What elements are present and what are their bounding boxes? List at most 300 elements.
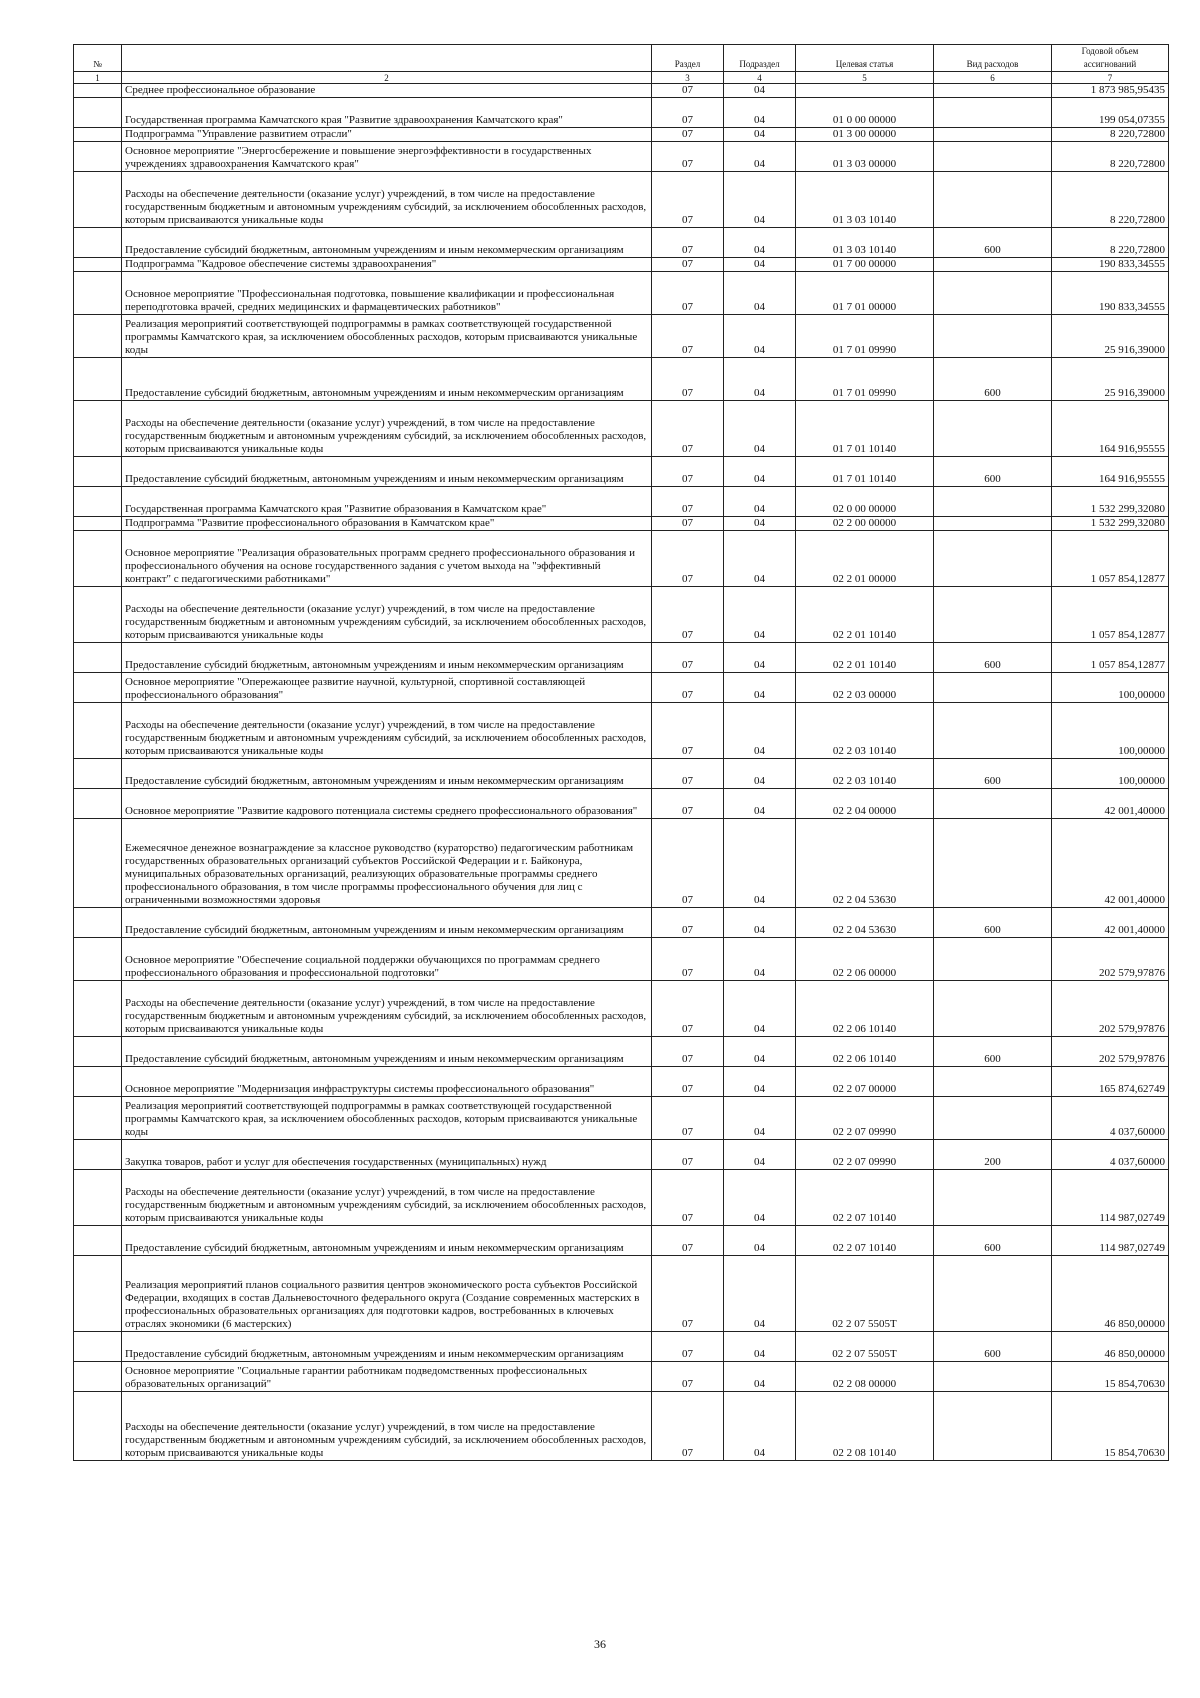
row-amount-cell: 1 057 854,12877 <box>1052 587 1169 643</box>
row-section-cell: 07 <box>652 673 724 703</box>
row-target-cell: 02 2 07 5505Т <box>796 1256 934 1332</box>
table-row <box>74 172 1169 228</box>
page-number: 36 <box>594 1637 606 1651</box>
row-target-cell: 01 7 01 09990 <box>796 315 934 358</box>
row-amount-cell: 165 874,62749 <box>1052 1067 1169 1097</box>
row-expense-type-cell: 600 <box>934 358 1052 401</box>
row-subsection-cell: 04 <box>724 1140 796 1170</box>
row-target-cell: 02 2 01 10140 <box>796 587 934 643</box>
row-expense-type-cell <box>934 819 1052 908</box>
row-subsection-cell: 04 <box>724 789 796 819</box>
row-amount-cell: 1 532 299,32080 <box>1052 487 1169 517</box>
table-row <box>74 1097 1169 1140</box>
row-target-cell: 01 7 01 09990 <box>796 358 934 401</box>
row-expense-type-cell <box>934 172 1052 228</box>
table-row <box>74 258 1169 272</box>
row-expense-type-cell <box>934 938 1052 981</box>
table-row <box>74 703 1169 759</box>
index-cell: 4 <box>724 72 796 84</box>
table-row <box>74 1392 1169 1461</box>
row-expense-type-cell <box>934 531 1052 587</box>
row-no-cell <box>74 272 122 315</box>
row-target-cell: 02 2 03 10140 <box>796 759 934 789</box>
row-amount-cell: 1 532 299,32080 <box>1052 517 1169 531</box>
row-target-cell: 02 2 01 10140 <box>796 643 934 673</box>
row-expense-type-cell <box>934 981 1052 1037</box>
row-name-cell: Среднее профессиональное образование <box>122 84 652 98</box>
row-target-cell: 02 2 07 10140 <box>796 1170 934 1226</box>
row-expense-type-cell: 600 <box>934 1332 1052 1362</box>
row-name-cell: Основное мероприятие "Энергосбережение и повышение энергоэффективности в государственных учреждениях здравоохранения Камчатского края" <box>122 142 652 172</box>
row-no-cell <box>74 142 122 172</box>
column-index-row <box>74 72 1169 84</box>
row-name-cell: Основное мероприятие "Обеспечение социальной поддержки обучающихся по программам среднего профессионального образования и профессиональной подготовки" <box>122 938 652 981</box>
table-row <box>74 128 1169 142</box>
row-target-cell: 01 3 03 10140 <box>796 228 934 258</box>
row-amount-cell: 42 001,40000 <box>1052 789 1169 819</box>
row-expense-type-cell <box>934 258 1052 272</box>
row-amount-cell: 1 873 985,95435 <box>1052 84 1169 98</box>
row-amount-cell: 190 833,34555 <box>1052 272 1169 315</box>
row-expense-type-cell <box>934 272 1052 315</box>
row-no-cell <box>74 1097 122 1140</box>
row-name-cell: Подпрограмма "Развитие профессионального образования в Камчатском крае" <box>122 517 652 531</box>
table-row <box>74 272 1169 315</box>
row-section-cell: 07 <box>652 315 724 358</box>
row-no-cell <box>74 1170 122 1226</box>
row-no-cell <box>74 938 122 981</box>
row-subsection-cell: 04 <box>724 228 796 258</box>
row-section-cell: 07 <box>652 98 724 128</box>
row-name-cell: Расходы на обеспечение деятельности (оказание услуг) учреждений, в том числе на предоставление государственным бюджетным и автономным учреждениям субсидий, за исключением обособленных расходов, которым присваиваются уникальные коды <box>122 981 652 1037</box>
row-expense-type-cell: 600 <box>934 228 1052 258</box>
row-expense-type-cell <box>934 1362 1052 1392</box>
row-subsection-cell: 04 <box>724 1170 796 1226</box>
row-no-cell <box>74 401 122 457</box>
row-amount-cell: 42 001,40000 <box>1052 908 1169 938</box>
row-expense-type-cell: 600 <box>934 1037 1052 1067</box>
row-expense-type-cell <box>934 1256 1052 1332</box>
row-section-cell: 07 <box>652 1226 724 1256</box>
row-target-cell: 01 3 03 00000 <box>796 142 934 172</box>
index-cell: 5 <box>796 72 934 84</box>
row-amount-cell: 190 833,34555 <box>1052 258 1169 272</box>
row-section-cell: 07 <box>652 401 724 457</box>
row-amount-cell: 100,00000 <box>1052 703 1169 759</box>
row-section-cell: 07 <box>652 487 724 517</box>
row-name-cell: Основное мероприятие "Опережающее развитие научной, культурной, спортивной составляющей профессионального образования" <box>122 673 652 703</box>
row-subsection-cell: 04 <box>724 587 796 643</box>
row-name-cell: Основное мероприятие "Реализация образовательных программ среднего профессионального образования и профессионального обучения на основе государственного задания с учетом выхода на "эффективный контракт" с педагогическими работниками" <box>122 531 652 587</box>
row-name-cell: Основное мероприятие "Модернизация инфраструктуры системы профессионального образования" <box>122 1067 652 1097</box>
row-no-cell <box>74 98 122 128</box>
header-name <box>122 45 652 72</box>
row-no-cell <box>74 531 122 587</box>
row-subsection-cell: 04 <box>724 258 796 272</box>
row-no-cell <box>74 819 122 908</box>
row-expense-type-cell <box>934 703 1052 759</box>
row-no-cell <box>74 981 122 1037</box>
row-no-cell <box>74 228 122 258</box>
row-name-cell: Предоставление субсидий бюджетным, автономным учреждениям и иным некоммерческим организациям <box>122 1332 652 1362</box>
row-target-cell: 02 2 00 00000 <box>796 517 934 531</box>
row-subsection-cell: 04 <box>724 272 796 315</box>
row-no-cell <box>74 358 122 401</box>
table-row <box>74 1332 1169 1362</box>
row-expense-type-cell <box>934 1097 1052 1140</box>
row-section-cell: 07 <box>652 819 724 908</box>
row-no-cell <box>74 587 122 643</box>
table-row <box>74 487 1169 517</box>
row-section-cell: 07 <box>652 228 724 258</box>
row-subsection-cell: 04 <box>724 172 796 228</box>
row-section-cell: 07 <box>652 358 724 401</box>
row-expense-type-cell <box>934 1392 1052 1461</box>
table-row <box>74 98 1169 128</box>
table-row <box>74 228 1169 258</box>
row-name-cell: Государственная программа Камчатского края "Развитие здравоохранения Камчатского края" <box>122 98 652 128</box>
row-expense-type-cell <box>934 401 1052 457</box>
table-row <box>74 1226 1169 1256</box>
table-row <box>74 315 1169 358</box>
row-amount-cell: 1 057 854,12877 <box>1052 643 1169 673</box>
row-amount-cell: 8 220,72800 <box>1052 228 1169 258</box>
row-subsection-cell: 04 <box>724 1392 796 1461</box>
row-section-cell: 07 <box>652 643 724 673</box>
row-amount-cell: 202 579,97876 <box>1052 1037 1169 1067</box>
row-target-cell: 02 2 04 53630 <box>796 908 934 938</box>
row-amount-cell: 15 854,70630 <box>1052 1362 1169 1392</box>
row-subsection-cell: 04 <box>724 517 796 531</box>
table-row <box>74 1037 1169 1067</box>
row-name-cell: Предоставление субсидий бюджетным, автономным учреждениям и иным некоммерческим организациям <box>122 643 652 673</box>
row-no-cell <box>74 84 122 98</box>
row-no-cell <box>74 1256 122 1332</box>
row-subsection-cell: 04 <box>724 401 796 457</box>
row-section-cell: 07 <box>652 531 724 587</box>
row-target-cell: 01 7 01 00000 <box>796 272 934 315</box>
row-amount-cell: 100,00000 <box>1052 673 1169 703</box>
row-name-cell: Предоставление субсидий бюджетным, автономным учреждениям и иным некоммерческим организациям <box>122 457 652 487</box>
row-amount-cell: 4 037,60000 <box>1052 1140 1169 1170</box>
row-section-cell: 07 <box>652 172 724 228</box>
index-cell: 7 <box>1052 72 1169 84</box>
row-name-cell: Ежемесячное денежное вознаграждение за классное руководство (кураторство) педагогическим работникам государственных образовательных организаций субъектов Российской Федерации и г. Байконура, муниципальных образовательных организаций, реализующих образовательные программы среднего профессионального образования, в том числе программы профессионального обучения для лиц с ограниченными возможностями здоровья <box>122 819 652 908</box>
row-target-cell: 02 2 06 10140 <box>796 1037 934 1067</box>
row-name-cell: Государственная программа Камчатского края "Развитие образования в Камчатском крае" <box>122 487 652 517</box>
row-section-cell: 07 <box>652 1037 724 1067</box>
row-amount-cell: 164 916,95555 <box>1052 457 1169 487</box>
row-target-cell: 02 2 08 10140 <box>796 1392 934 1461</box>
row-expense-type-cell <box>934 673 1052 703</box>
table-row <box>74 1140 1169 1170</box>
table-row <box>74 759 1169 789</box>
table-row <box>74 517 1169 531</box>
row-subsection-cell: 04 <box>724 142 796 172</box>
row-name-cell: Расходы на обеспечение деятельности (оказание услуг) учреждений, в том числе на предоставление государственным бюджетным и автономным учреждениям субсидий, за исключением обособленных расходов, которым присваиваются уникальные коды <box>122 587 652 643</box>
row-no-cell <box>74 759 122 789</box>
row-subsection-cell: 04 <box>724 1037 796 1067</box>
row-section-cell: 07 <box>652 938 724 981</box>
index-cell: 2 <box>122 72 652 84</box>
row-subsection-cell: 04 <box>724 487 796 517</box>
row-no-cell <box>74 315 122 358</box>
row-name-cell: Предоставление субсидий бюджетным, автономным учреждениям и иным некоммерческим организациям <box>122 228 652 258</box>
row-name-cell: Основное мероприятие "Профессиональная подготовка, повышение квалификации и профессиональная переподготовка врачей, средних медицинских и фармацевтических работников" <box>122 272 652 315</box>
row-expense-type-cell <box>934 517 1052 531</box>
row-section-cell: 07 <box>652 84 724 98</box>
row-amount-cell: 46 850,00000 <box>1052 1256 1169 1332</box>
row-section-cell: 07 <box>652 1256 724 1332</box>
row-expense-type-cell <box>934 487 1052 517</box>
table-body <box>74 84 1169 1461</box>
row-name-cell: Реализация мероприятий соответствующей подпрограммы в рамках соответствующей государственной программы Камчатского края, за исключением обособленных расходов, которым присваиваются уникальные коды <box>122 315 652 358</box>
row-amount-cell: 25 916,39000 <box>1052 358 1169 401</box>
table-row <box>74 531 1169 587</box>
header-section: Раздел <box>652 45 724 72</box>
row-no-cell <box>74 1362 122 1392</box>
table-row <box>74 673 1169 703</box>
row-no-cell <box>74 1226 122 1256</box>
row-expense-type-cell: 600 <box>934 457 1052 487</box>
row-name-cell: Расходы на обеспечение деятельности (оказание услуг) учреждений, в том числе на предоставление государственным бюджетным и автономным учреждениям субсидий, за исключением обособленных расходов, которым присваиваются уникальные коды <box>122 703 652 759</box>
row-amount-cell: 114 987,02749 <box>1052 1170 1169 1226</box>
row-no-cell <box>74 673 122 703</box>
row-amount-cell: 4 037,60000 <box>1052 1097 1169 1140</box>
row-target-cell: 02 2 07 00000 <box>796 1067 934 1097</box>
row-section-cell: 07 <box>652 703 724 759</box>
row-no-cell <box>74 1332 122 1362</box>
row-target-cell: 02 2 06 00000 <box>796 938 934 981</box>
row-subsection-cell: 04 <box>724 1332 796 1362</box>
row-no-cell <box>74 789 122 819</box>
row-target-cell: 01 7 01 10140 <box>796 401 934 457</box>
row-name-cell: Реализация мероприятий соответствующей подпрограммы в рамках соответствующей государственной программы Камчатского края, за исключением обособленных расходов, которым присваиваются уникальные коды <box>122 1097 652 1140</box>
row-section-cell: 07 <box>652 1332 724 1362</box>
table-row <box>74 142 1169 172</box>
row-expense-type-cell <box>934 789 1052 819</box>
row-expense-type-cell <box>934 142 1052 172</box>
header-no: № <box>74 45 122 72</box>
row-no-cell <box>74 1140 122 1170</box>
row-target-cell: 02 2 07 5505Т <box>796 1332 934 1362</box>
row-amount-cell: 8 220,72800 <box>1052 142 1169 172</box>
table-row <box>74 1362 1169 1392</box>
row-target-cell: 01 7 00 00000 <box>796 258 934 272</box>
row-amount-cell: 202 579,97876 <box>1052 938 1169 981</box>
row-amount-cell: 114 987,02749 <box>1052 1226 1169 1256</box>
row-section-cell: 07 <box>652 1067 724 1097</box>
row-amount-cell: 25 916,39000 <box>1052 315 1169 358</box>
row-target-cell: 02 2 01 00000 <box>796 531 934 587</box>
header-expense-type: Вид расходов <box>934 45 1052 72</box>
row-no-cell <box>74 1067 122 1097</box>
row-amount-cell: 202 579,97876 <box>1052 981 1169 1037</box>
row-expense-type-cell <box>934 98 1052 128</box>
row-subsection-cell: 04 <box>724 531 796 587</box>
row-section-cell: 07 <box>652 759 724 789</box>
row-target-cell: 02 2 06 10140 <box>796 981 934 1037</box>
row-name-cell: Расходы на обеспечение деятельности (оказание услуг) учреждений, в том числе на предоставление государственным бюджетным и автономным учреждениям субсидий, за исключением обособленных расходов, которым присваиваются уникальные коды <box>122 401 652 457</box>
row-expense-type-cell <box>934 1170 1052 1226</box>
row-expense-type-cell: 600 <box>934 908 1052 938</box>
row-expense-type-cell: 600 <box>934 643 1052 673</box>
table-row <box>74 401 1169 457</box>
row-section-cell: 07 <box>652 1097 724 1140</box>
table-row <box>74 1170 1169 1226</box>
row-amount-cell: 164 916,95555 <box>1052 401 1169 457</box>
row-expense-type-cell <box>934 587 1052 643</box>
row-section-cell: 07 <box>652 587 724 643</box>
row-expense-type-cell <box>934 84 1052 98</box>
row-section-cell: 07 <box>652 1140 724 1170</box>
row-no-cell <box>74 457 122 487</box>
row-section-cell: 07 <box>652 789 724 819</box>
row-target-cell: 02 2 07 10140 <box>796 1226 934 1256</box>
row-amount-cell: 1 057 854,12877 <box>1052 531 1169 587</box>
row-expense-type-cell: 600 <box>934 1226 1052 1256</box>
row-target-cell <box>796 84 934 98</box>
row-target-cell: 02 2 03 10140 <box>796 703 934 759</box>
row-target-cell: 02 2 04 00000 <box>796 789 934 819</box>
row-amount-cell: 199 054,07355 <box>1052 98 1169 128</box>
row-name-cell: Закупка товаров, работ и услуг для обеспечения государственных (муниципальных) нужд <box>122 1140 652 1170</box>
row-subsection-cell: 04 <box>724 703 796 759</box>
row-no-cell <box>74 1037 122 1067</box>
header-target: Целевая статья <box>796 45 934 72</box>
row-subsection-cell: 04 <box>724 981 796 1037</box>
row-no-cell <box>74 487 122 517</box>
table-row <box>74 789 1169 819</box>
row-name-cell: Предоставление субсидий бюджетным, автономным учреждениям и иным некоммерческим организациям <box>122 1226 652 1256</box>
row-section-cell: 07 <box>652 517 724 531</box>
row-section-cell: 07 <box>652 1392 724 1461</box>
row-subsection-cell: 04 <box>724 1362 796 1392</box>
table-row <box>74 643 1169 673</box>
row-section-cell: 07 <box>652 981 724 1037</box>
row-amount-cell: 15 854,70630 <box>1052 1392 1169 1461</box>
row-expense-type-cell: 200 <box>934 1140 1052 1170</box>
row-section-cell: 07 <box>652 457 724 487</box>
index-cell: 6 <box>934 72 1052 84</box>
row-expense-type-cell <box>934 315 1052 358</box>
row-no-cell <box>74 908 122 938</box>
row-name-cell: Основное мероприятие "Социальные гарантии работникам подведомственных профессиональных образовательных организаций" <box>122 1362 652 1392</box>
table-row <box>74 457 1169 487</box>
row-amount-cell: 46 850,00000 <box>1052 1332 1169 1362</box>
row-no-cell <box>74 517 122 531</box>
header-subsection: Подраздел <box>724 45 796 72</box>
index-cell: 3 <box>652 72 724 84</box>
row-name-cell: Подпрограмма "Кадровое обеспечение системы здравоохранения" <box>122 258 652 272</box>
row-subsection-cell: 04 <box>724 1067 796 1097</box>
row-section-cell: 07 <box>652 908 724 938</box>
row-amount-cell: 8 220,72800 <box>1052 172 1169 228</box>
row-section-cell: 07 <box>652 142 724 172</box>
row-expense-type-cell <box>934 128 1052 142</box>
row-no-cell <box>74 703 122 759</box>
budget-table <box>73 44 1169 1461</box>
row-name-cell: Расходы на обеспечение деятельности (оказание услуг) учреждений, в том числе на предоставление государственным бюджетным и автономным учреждениям субсидий, за исключением обособленных расходов, которым присваиваются уникальные коды <box>122 172 652 228</box>
row-subsection-cell: 04 <box>724 84 796 98</box>
row-name-cell: Подпрограмма "Управление развитием отрасли" <box>122 128 652 142</box>
row-no-cell <box>74 1392 122 1461</box>
row-expense-type-cell <box>934 1067 1052 1097</box>
index-cell: 1 <box>74 72 122 84</box>
budget-document <box>73 44 1168 1461</box>
row-target-cell: 01 0 00 00000 <box>796 98 934 128</box>
table-row <box>74 1256 1169 1332</box>
row-subsection-cell: 04 <box>724 819 796 908</box>
row-section-cell: 07 <box>652 258 724 272</box>
row-name-cell: Расходы на обеспечение деятельности (оказание услуг) учреждений, в том числе на предоставление государственным бюджетным и автономным учреждениям субсидий, за исключением обособленных расходов, которым присваиваются уникальные коды <box>122 1392 652 1461</box>
row-target-cell: 02 2 08 00000 <box>796 1362 934 1392</box>
row-name-cell: Предоставление субсидий бюджетным, автономным учреждениям и иным некоммерческим организациям <box>122 908 652 938</box>
row-subsection-cell: 04 <box>724 1256 796 1332</box>
row-no-cell <box>74 128 122 142</box>
table-row <box>74 1067 1169 1097</box>
row-target-cell: 01 7 01 10140 <box>796 457 934 487</box>
table-header-row <box>74 45 1169 72</box>
row-subsection-cell: 04 <box>724 1226 796 1256</box>
row-subsection-cell: 04 <box>724 315 796 358</box>
row-no-cell <box>74 258 122 272</box>
table-row <box>74 908 1169 938</box>
row-target-cell: 02 2 03 00000 <box>796 673 934 703</box>
table-row <box>74 587 1169 643</box>
table-row <box>74 84 1169 98</box>
row-name-cell: Основное мероприятие "Развитие кадрового потенциала системы среднего профессионального образования" <box>122 789 652 819</box>
row-name-cell: Реализация мероприятий планов социального развития центров экономического роста субъектов Российской Федерации, входящих в состав Дальневосточного федерального округа (Создание современных мастерских в профессиональных образовательных организациях для подготовки кадров, востребованных в ключевых отраслях экономики (6 мастерских) <box>122 1256 652 1332</box>
row-target-cell: 02 2 07 09990 <box>796 1097 934 1140</box>
row-section-cell: 07 <box>652 128 724 142</box>
row-name-cell: Предоставление субсидий бюджетным, автономным учреждениям и иным некоммерческим организациям <box>122 759 652 789</box>
row-subsection-cell: 04 <box>724 643 796 673</box>
row-target-cell: 01 3 00 00000 <box>796 128 934 142</box>
row-subsection-cell: 04 <box>724 1097 796 1140</box>
table-row <box>74 981 1169 1037</box>
row-subsection-cell: 04 <box>724 358 796 401</box>
row-name-cell: Предоставление субсидий бюджетным, автономным учреждениям и иным некоммерческим организациям <box>122 358 652 401</box>
row-no-cell <box>74 172 122 228</box>
row-amount-cell: 8 220,72800 <box>1052 128 1169 142</box>
row-target-cell: 02 2 07 09990 <box>796 1140 934 1170</box>
row-subsection-cell: 04 <box>724 938 796 981</box>
table-row <box>74 938 1169 981</box>
row-subsection-cell: 04 <box>724 457 796 487</box>
row-name-cell: Расходы на обеспечение деятельности (оказание услуг) учреждений, в том числе на предоставление государственным бюджетным и автономным учреждениям субсидий, за исключением обособленных расходов, которым присваиваются уникальные коды <box>122 1170 652 1226</box>
row-subsection-cell: 04 <box>724 128 796 142</box>
row-section-cell: 07 <box>652 1362 724 1392</box>
row-expense-type-cell: 600 <box>934 759 1052 789</box>
row-target-cell: 02 0 00 00000 <box>796 487 934 517</box>
table-row <box>74 819 1169 908</box>
row-section-cell: 07 <box>652 1170 724 1226</box>
row-subsection-cell: 04 <box>724 673 796 703</box>
table-row <box>74 358 1169 401</box>
row-subsection-cell: 04 <box>724 98 796 128</box>
header-amount: Годовой объем ассигнований <box>1052 45 1169 72</box>
row-name-cell: Предоставление субсидий бюджетным, автономным учреждениям и иным некоммерческим организациям <box>122 1037 652 1067</box>
row-target-cell: 01 3 03 10140 <box>796 172 934 228</box>
row-amount-cell: 42 001,40000 <box>1052 819 1169 908</box>
row-target-cell: 02 2 04 53630 <box>796 819 934 908</box>
row-section-cell: 07 <box>652 272 724 315</box>
row-no-cell <box>74 643 122 673</box>
row-amount-cell: 100,00000 <box>1052 759 1169 789</box>
row-subsection-cell: 04 <box>724 759 796 789</box>
row-subsection-cell: 04 <box>724 908 796 938</box>
